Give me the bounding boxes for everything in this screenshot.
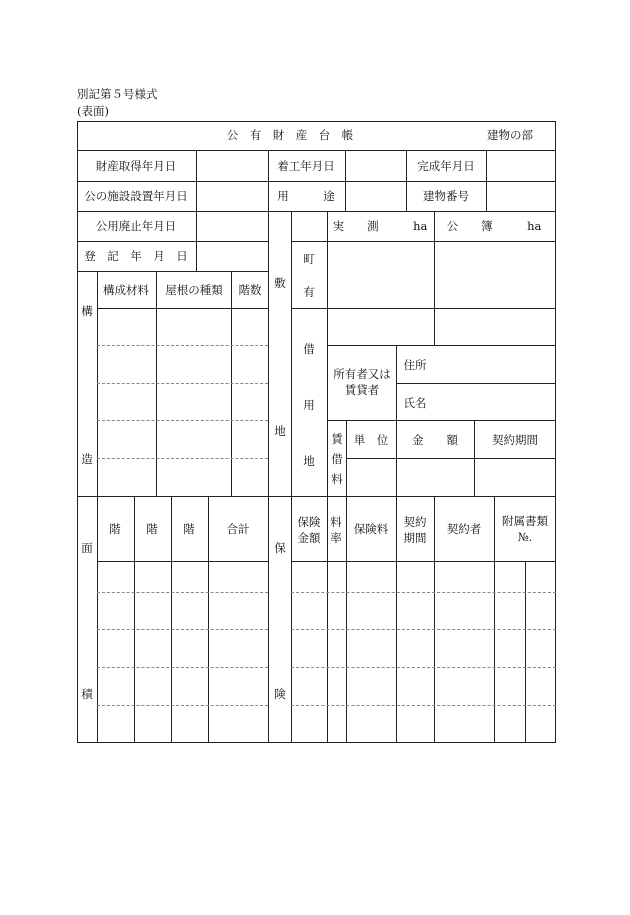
owner-address-label: 住所 [403, 358, 427, 372]
area-floor-1-header: 階 [109, 522, 121, 536]
borrowed-char-1: 借 [303, 342, 315, 356]
rent-char-3: 料 [331, 472, 343, 486]
area-label-char-1: 面 [81, 541, 93, 555]
insurance-contract-period-header: 契約期間 [403, 515, 427, 545]
attachment-no-header: №. [517, 530, 533, 544]
form-number: 別記第５号様式 [77, 87, 158, 101]
borrowed-char-3: 地 [303, 454, 315, 468]
usage-label: 用 途 [277, 189, 335, 203]
registration-date-label: 登 記 年 月 日 [84, 249, 188, 263]
structure-materials-header: 構成材料 [103, 283, 149, 297]
borrowed-char-2: 用 [303, 398, 315, 412]
site-label-char-1: 敷 [274, 276, 286, 290]
insurance-contractor-header: 契約者 [446, 522, 482, 536]
rent-char-2: 借 [331, 452, 343, 466]
site-label-char-2: 地 [274, 424, 286, 438]
attachment-header: 附属書類 [502, 514, 548, 528]
building-number-label: 建物番号 [423, 189, 469, 203]
insured-amount-header: 保険金額 [297, 515, 321, 545]
ledger-section: 建物の部 [487, 128, 533, 142]
public-facility-date-label: 公の施設設置年月日 [84, 189, 188, 203]
rent-char-1: 賃 [331, 432, 343, 446]
structure-roof-header: 屋根の種類 [165, 283, 223, 297]
town-owned-char-1: 町 [303, 252, 315, 266]
structure-label-char-1: 構 [81, 304, 93, 318]
rent-contract-period-header: 契約期間 [492, 433, 538, 447]
area-floor-3-header: 階 [183, 522, 195, 536]
town-owned-char-2: 有 [303, 285, 315, 299]
acquisition-date-label: 財産取得年月日 [95, 159, 177, 173]
owner-or-lessor-label: 所有者又は賃貸者 [333, 367, 391, 397]
ledger-title: 公 有 財 産 台 帳 [226, 128, 354, 142]
insurance-label-char-2: 険 [274, 687, 286, 701]
rent-unit-header: 単 位 [353, 433, 389, 447]
area-label-char-2: 積 [81, 687, 93, 701]
insurance-premium-header: 保険料 [353, 522, 389, 536]
structure-floors-header: 階数 [238, 283, 262, 297]
owner-name-label: 氏名 [403, 396, 427, 410]
completion-date-label: 完成年月日 [417, 159, 475, 173]
site-register-label: 公 簿 ha [446, 219, 542, 233]
insurance-label-char-1: 保 [274, 541, 286, 555]
area-total-header: 合計 [226, 522, 250, 536]
rent-amount-header: 金 額 [412, 433, 458, 447]
structure-label-char-2: 造 [81, 452, 93, 466]
area-floor-2-header: 階 [146, 522, 158, 536]
construction-start-label: 着工年月日 [277, 159, 335, 173]
insurance-rate-header: 料率 [330, 515, 342, 545]
public-abolition-date-label: 公用廃止年月日 [95, 219, 177, 233]
site-measured-label: 実 測 ha [332, 219, 428, 233]
form-side-label: (表面) [77, 104, 109, 118]
